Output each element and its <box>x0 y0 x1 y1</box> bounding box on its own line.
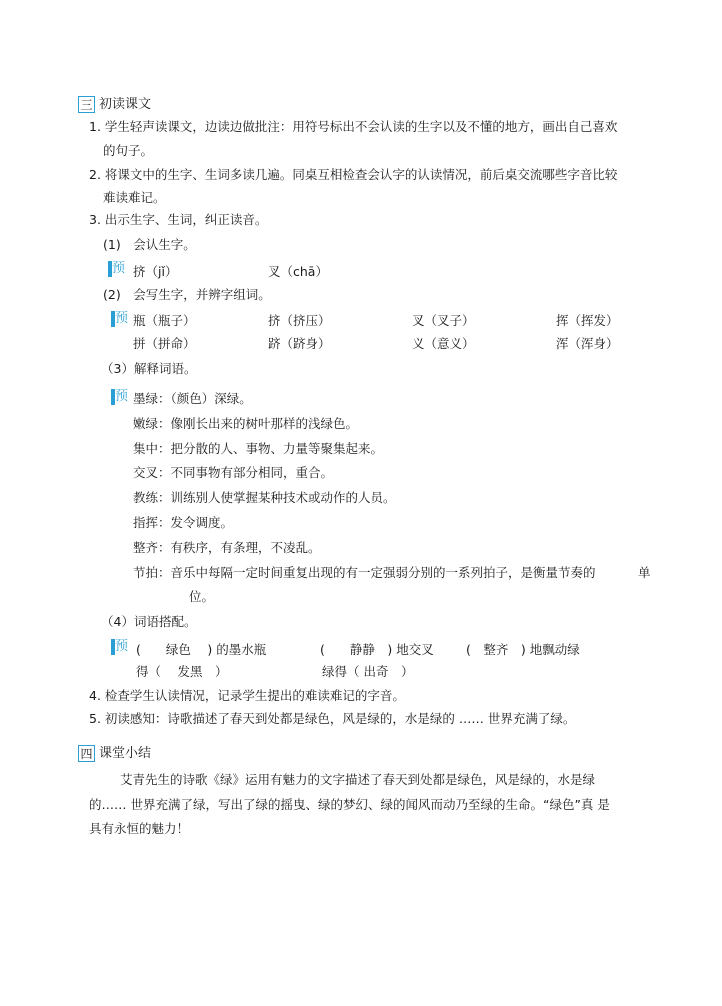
definition: 墨绿：（颜色）深绿。 <box>133 391 252 406</box>
section-number-badge: 四 <box>78 745 95 762</box>
summary-paragraph-line: 的…… 世界充满了绿，写出了绿的摇曳、绿的梦幻、绿的闻风而动乃至绿的生命。“绿色”真 是 <box>89 797 610 812</box>
write-word: 叉（叉子） <box>412 313 475 328</box>
definition: 节拍：音乐中每隔一定时间重复出现的有一定强弱分别的一系列拍子，是衡量节奏的 <box>133 565 596 580</box>
definition: 交叉：不同事物有部分相同，重合。 <box>133 465 334 480</box>
definition-tail: 单 <box>638 565 651 580</box>
collocation: ( 整齐 ) 地飘动绿 <box>466 642 580 657</box>
write-word: 拼（拼命） <box>133 336 196 351</box>
list-item-1-line2: 的句子。 <box>103 143 154 158</box>
definition: 集中：把分散的人、事物、力量等聚集起来。 <box>133 441 384 456</box>
definition: 嫩绿：像刚长出来的树叶那样的浅绿色。 <box>133 416 359 431</box>
sub-item-2-label: (2) 会写生字，并辨字组词。 <box>103 287 271 302</box>
section-header-3 <box>78 93 151 113</box>
section-number-badge: 三 <box>78 96 95 113</box>
collocation: 得（ 发黑 ） <box>136 664 228 679</box>
summary-paragraph-line: 具有永恒的魅力！ <box>89 821 190 836</box>
section-title: 课堂小结 <box>99 746 152 761</box>
section-header-4 <box>78 742 151 762</box>
sub-item-3-label: （3）解释词语。 <box>101 361 197 376</box>
collocation: ( 静静 ) 地交叉 <box>320 642 434 657</box>
preview-tag-2: 预 <box>111 310 129 328</box>
sub-item-1-label: (1) 会认生字。 <box>103 237 196 252</box>
list-item-4: 4. 检查学生认读情况，记录学生提出的难读难记的字音。 <box>89 688 405 703</box>
write-word: 浑（浑身） <box>556 336 619 351</box>
definition: 整齐：有秩序，有条理，不凌乱。 <box>133 540 321 555</box>
definition: 指挥：发令调度。 <box>133 515 234 530</box>
recognize-char-2: 叉（chā） <box>268 264 328 279</box>
write-word: 挥（挥发） <box>556 313 619 328</box>
recognize-char-1: 挤（jǐ） <box>133 264 178 279</box>
write-word: 义（意义） <box>412 336 475 351</box>
list-item-5: 5. 初读感知：诗歌描述了春天到处都是绿色，风是绿的，水是绿的 …… 世界充满了绿。 <box>89 711 576 726</box>
definition-continuation: 位。 <box>189 589 215 604</box>
list-item-2-line2: 难读难记。 <box>103 190 166 205</box>
list-item-3: 3. 出示生字、生词，纠正读音。 <box>89 212 268 227</box>
write-word: 挤（挤压） <box>268 313 331 328</box>
summary-paragraph-line: 艾青先生的诗歌《绿》运用有魅力的文字描述了春天到处都是绿色，风是绿的，水是绿 <box>120 772 596 787</box>
collocation: ( 绿色 ) 的墨水瓶 <box>136 642 267 657</box>
write-word: 瓶（瓶子） <box>133 313 196 328</box>
preview-tag-4: 预 <box>111 638 129 656</box>
preview-tag-3: 预 <box>111 388 129 406</box>
list-item-1-line1: 1. 学生轻声读课文，边读边做批注：用符号标出不会认读的生字以及不懂的地方，画出自己喜欢 <box>89 119 618 134</box>
list-item-2-line1: 2. 将课文中的生字、生词多读几遍。同桌互相检查会认字的认读情况，前后桌交流哪些字音比较 <box>89 167 618 182</box>
section-title: 初读课文 <box>99 97 152 112</box>
collocation: 绿得（ 出奇 ） <box>322 664 414 679</box>
sub-item-4-label: （4）词语搭配。 <box>101 614 197 629</box>
write-word: 跻（跻身） <box>268 336 331 351</box>
definition: 教练：训练别人使掌握某种技术或动作的人员。 <box>133 490 396 505</box>
preview-tag-1: 预 <box>108 260 126 278</box>
